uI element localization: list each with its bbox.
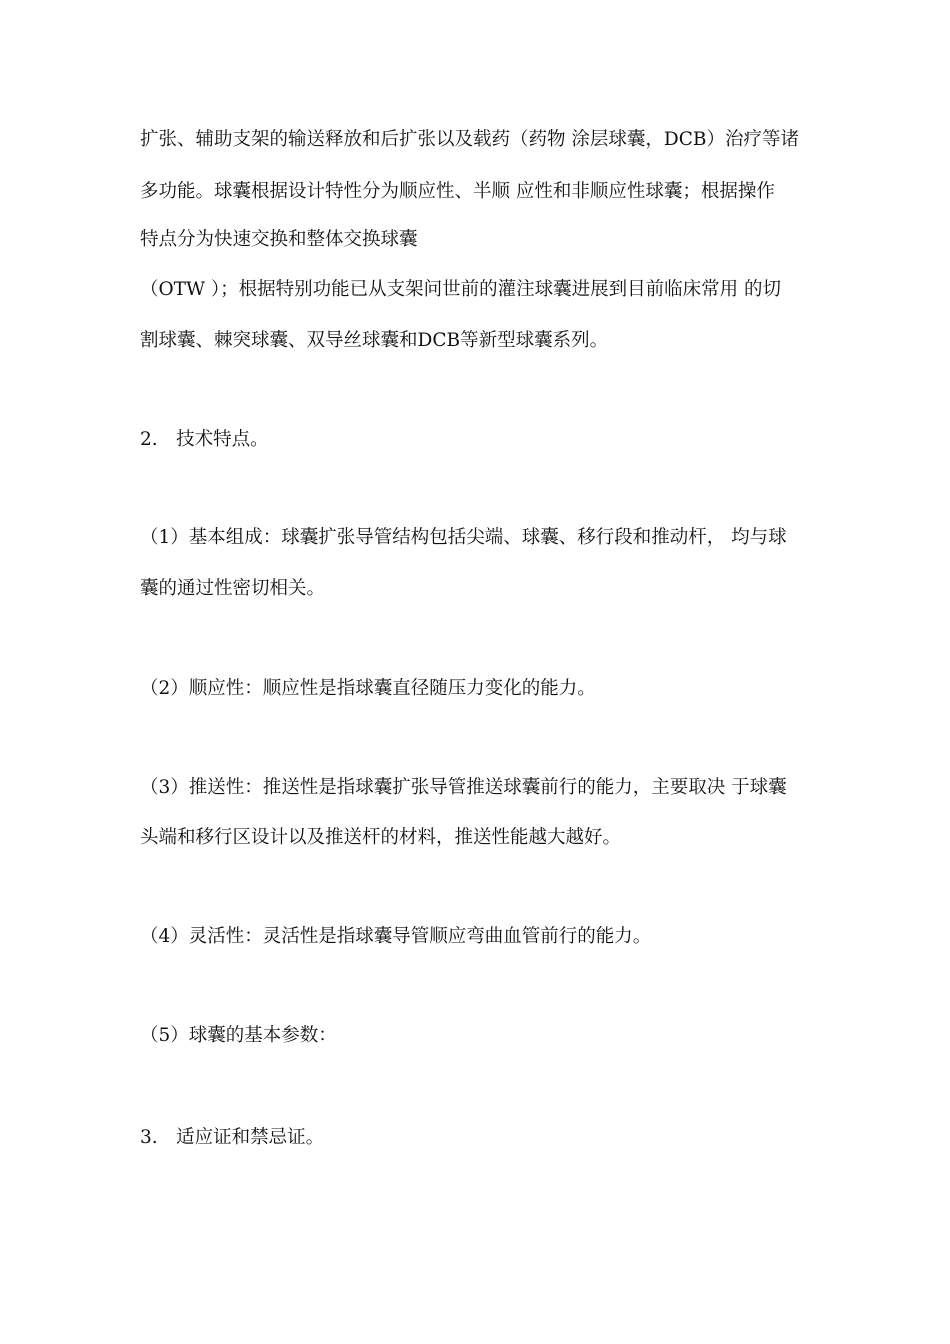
item-2-text: （2）顺应性：顺应性是指球囊直径随压力变化的能力。 (140, 678, 596, 699)
intro-line-1: 扩张、辅助支架的输送释放和后扩张以及载药（药物 涂层球囊，DCB）治疗等诸 (140, 129, 799, 150)
item-1-line-1: （1）基本组成：球囊扩张导管结构包括尖端、球囊、移行段和推动杆， 均与球 (140, 527, 787, 548)
intro-line-2: 多功能。球囊根据设计特性分为顺应性、半顺 应性和非顺应性球囊；根据操作 (140, 181, 775, 202)
item-5-text: （5）球囊的基本参数： (140, 1025, 337, 1046)
intro-line-4: （OTW ）；根据特别功能已从支架问世前的灌注球囊进展到目前临床常用 的切 (140, 279, 782, 300)
item-1-line-2: 囊的通过性密切相关。 (140, 578, 326, 599)
section-3-heading: 3. 适应证和禁忌证。 (140, 1127, 325, 1148)
intro-line-3: 特点分为快速交换和整体交换球囊 (140, 229, 418, 250)
section-2-heading: 2. 技术特点。 (140, 429, 269, 450)
item-3-line-1: （3）推送性：推送性是指球囊扩张导管推送球囊前行的能力，主要取决 于球囊 (140, 777, 787, 798)
intro-line-5: 割球囊、棘突球囊、双导丝球囊和DCB等新型球囊系列。 (140, 330, 609, 351)
item-4-text: （4）灵活性：灵活性是指球囊导管顺应弯曲血管前行的能力。 (140, 926, 652, 947)
item-3-line-2: 头端和移行区设计以及推送杆的材料，推送性能越大越好。 (140, 827, 622, 848)
